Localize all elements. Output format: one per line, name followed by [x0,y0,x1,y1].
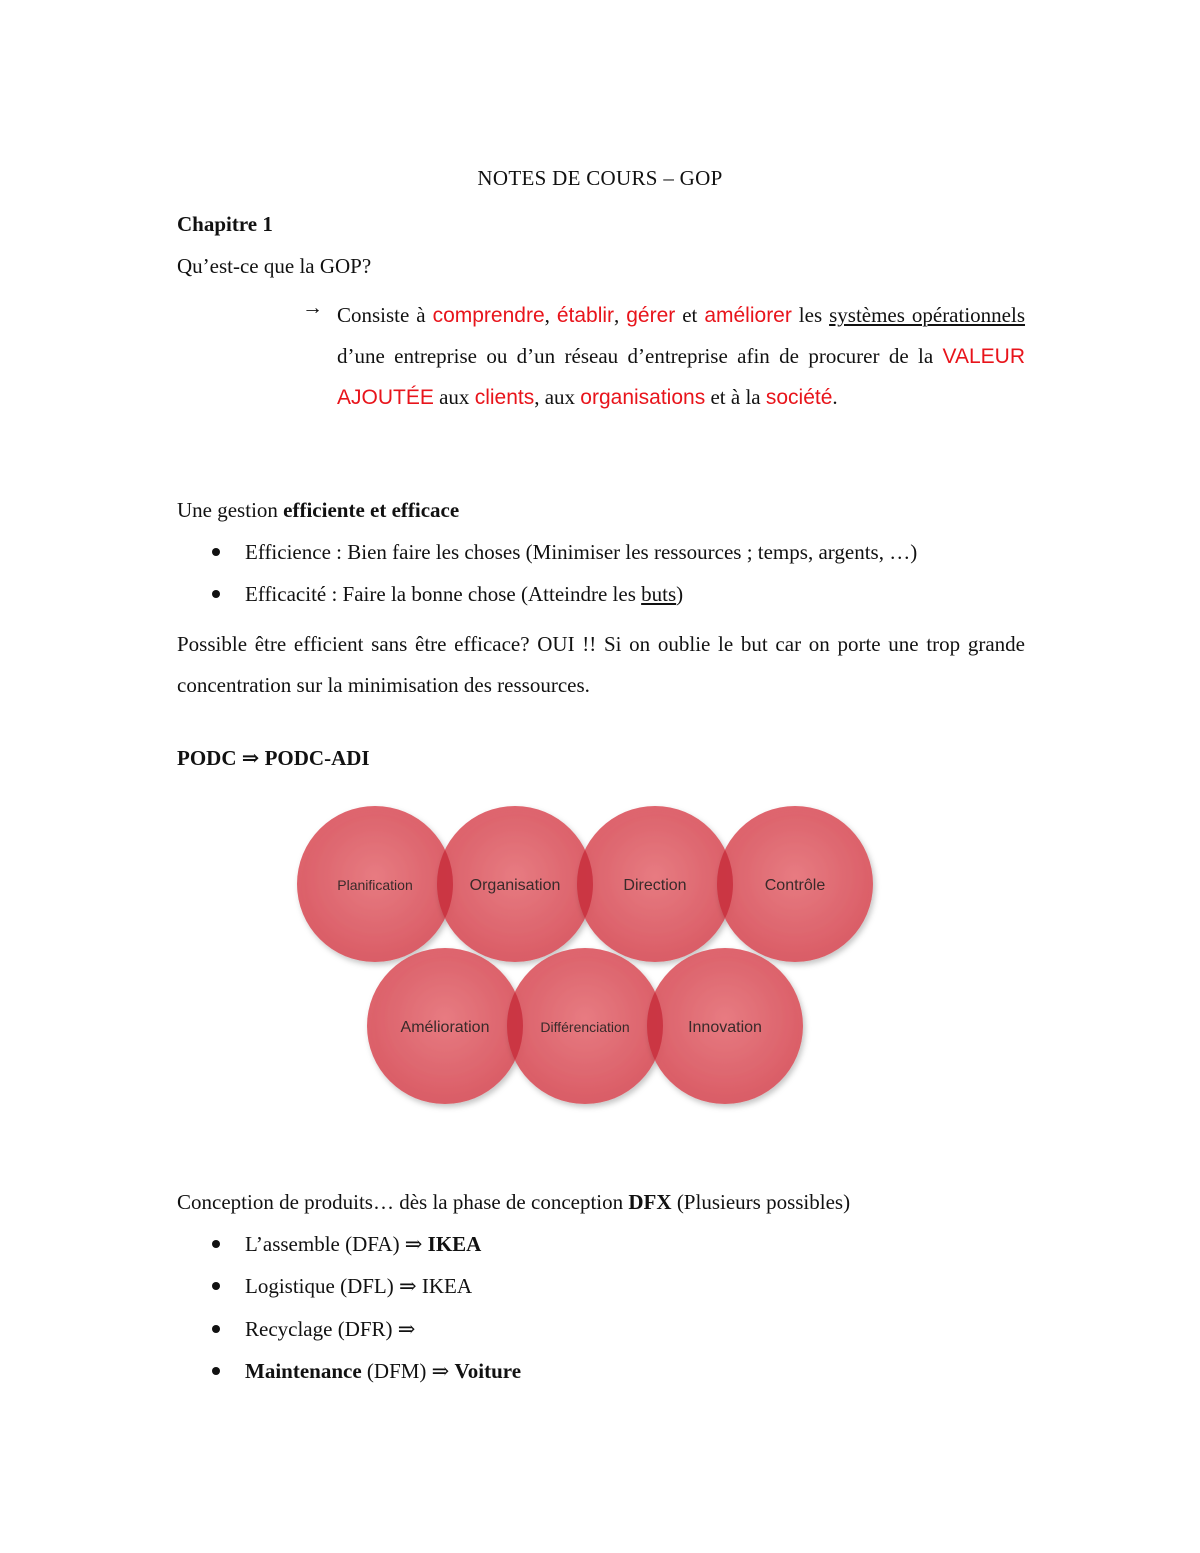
list-item [212,1359,521,1384]
diagram-label: Contrôle [764,877,826,894]
list-item-bold: Voiture [454,1359,522,1383]
bullet-icon [212,548,220,556]
def-verb-4: améliorer [704,304,792,327]
list-item [212,582,683,607]
dfx-line [177,1190,850,1215]
arrow-icon: → [302,295,323,319]
chapter-heading: Chapitre 1 [177,212,273,236]
def-underlined: systèmes opérationnels [829,303,1026,327]
def-value-added: VALEUR AJOUTÉE [337,345,1025,409]
def-sep: et à la [705,385,766,409]
doc-title: NOTES DE COURS – GOP [477,166,723,190]
def-sep: , [614,303,627,327]
def-verb-2: établir [556,304,615,327]
dfx-text: (Plusieurs possibles) [671,1190,851,1214]
diagram-label: Direction [623,877,687,894]
def-verb-1: comprendre [432,304,545,327]
list-item [212,1317,415,1342]
list-item-bold: IKEA [427,1232,482,1256]
list-item-text: Efficacité : Faire la bonne chose (Atteindre les [245,582,642,606]
list-item-text: L’assemble (DFA) ⇒ [245,1232,428,1256]
question-line: Qu’est-ce que la GOP? [177,254,372,278]
gestion-bold: efficiente et efficace [283,498,460,522]
list-item-text: ) [676,582,684,606]
list-item [212,1274,472,1299]
def-text: d’une entreprise ou d’un réseau d’entreprise afin de procurer de la [337,344,943,368]
bullet-icon [212,590,220,598]
gestion-prefix: Une gestion [177,498,284,522]
def-sep: , aux [534,385,581,409]
def-verb-3: gérer [626,304,676,327]
definition-paragraph [337,295,1025,418]
list-item-text: (DFM) ⇒ [361,1359,455,1383]
efficiency-paragraph: Possible être efficient sans être efficace? OUI !! Si on oublie le but car on porte une trop grande concentration sur la minimisation des ressources. [177,632,1025,697]
list-item-text: Logistique (DFL) ⇒ IKEA [245,1274,472,1298]
list-item [212,540,917,565]
list-item-text: Efficience : Bien faire les choses (Minimiser les ressources ; temps, argents, …) [245,540,918,564]
podc-heading: PODC ⇒ PODC-ADI [177,746,370,770]
list-item-text: Recyclage (DFR) ⇒ [245,1317,416,1341]
bullet-icon [212,1240,220,1248]
diagram-label: Organisation [469,877,561,894]
def-text: Consiste à [337,303,433,327]
diagram-label: Différenciation [540,1019,630,1035]
list-item-bold: Maintenance [245,1359,362,1383]
list-item [212,1232,481,1257]
def-clients: clients [474,386,535,409]
def-sep: aux [433,385,475,409]
def-sep: . [832,385,838,409]
podc-adi-diagram [290,788,900,1128]
bullet-icon [212,1325,220,1333]
dfx-text: Conception de produits… dès la phase de conception [177,1190,629,1214]
bullet-icon [212,1367,220,1375]
diagram-label: Innovation [688,1019,762,1036]
def-societe: société [765,386,833,409]
bullet-icon [212,1282,220,1290]
diagram-label: Planification [337,877,413,893]
def-sep: les [791,303,830,327]
def-organisations: organisations [580,386,706,409]
dfx-bold: DFX [628,1190,672,1214]
list-item-underlined: buts [641,582,677,606]
def-sep: , [544,303,557,327]
def-sep: et [675,303,705,327]
diagram-label: Amélioration [400,1019,490,1036]
gestion-line [177,498,459,523]
